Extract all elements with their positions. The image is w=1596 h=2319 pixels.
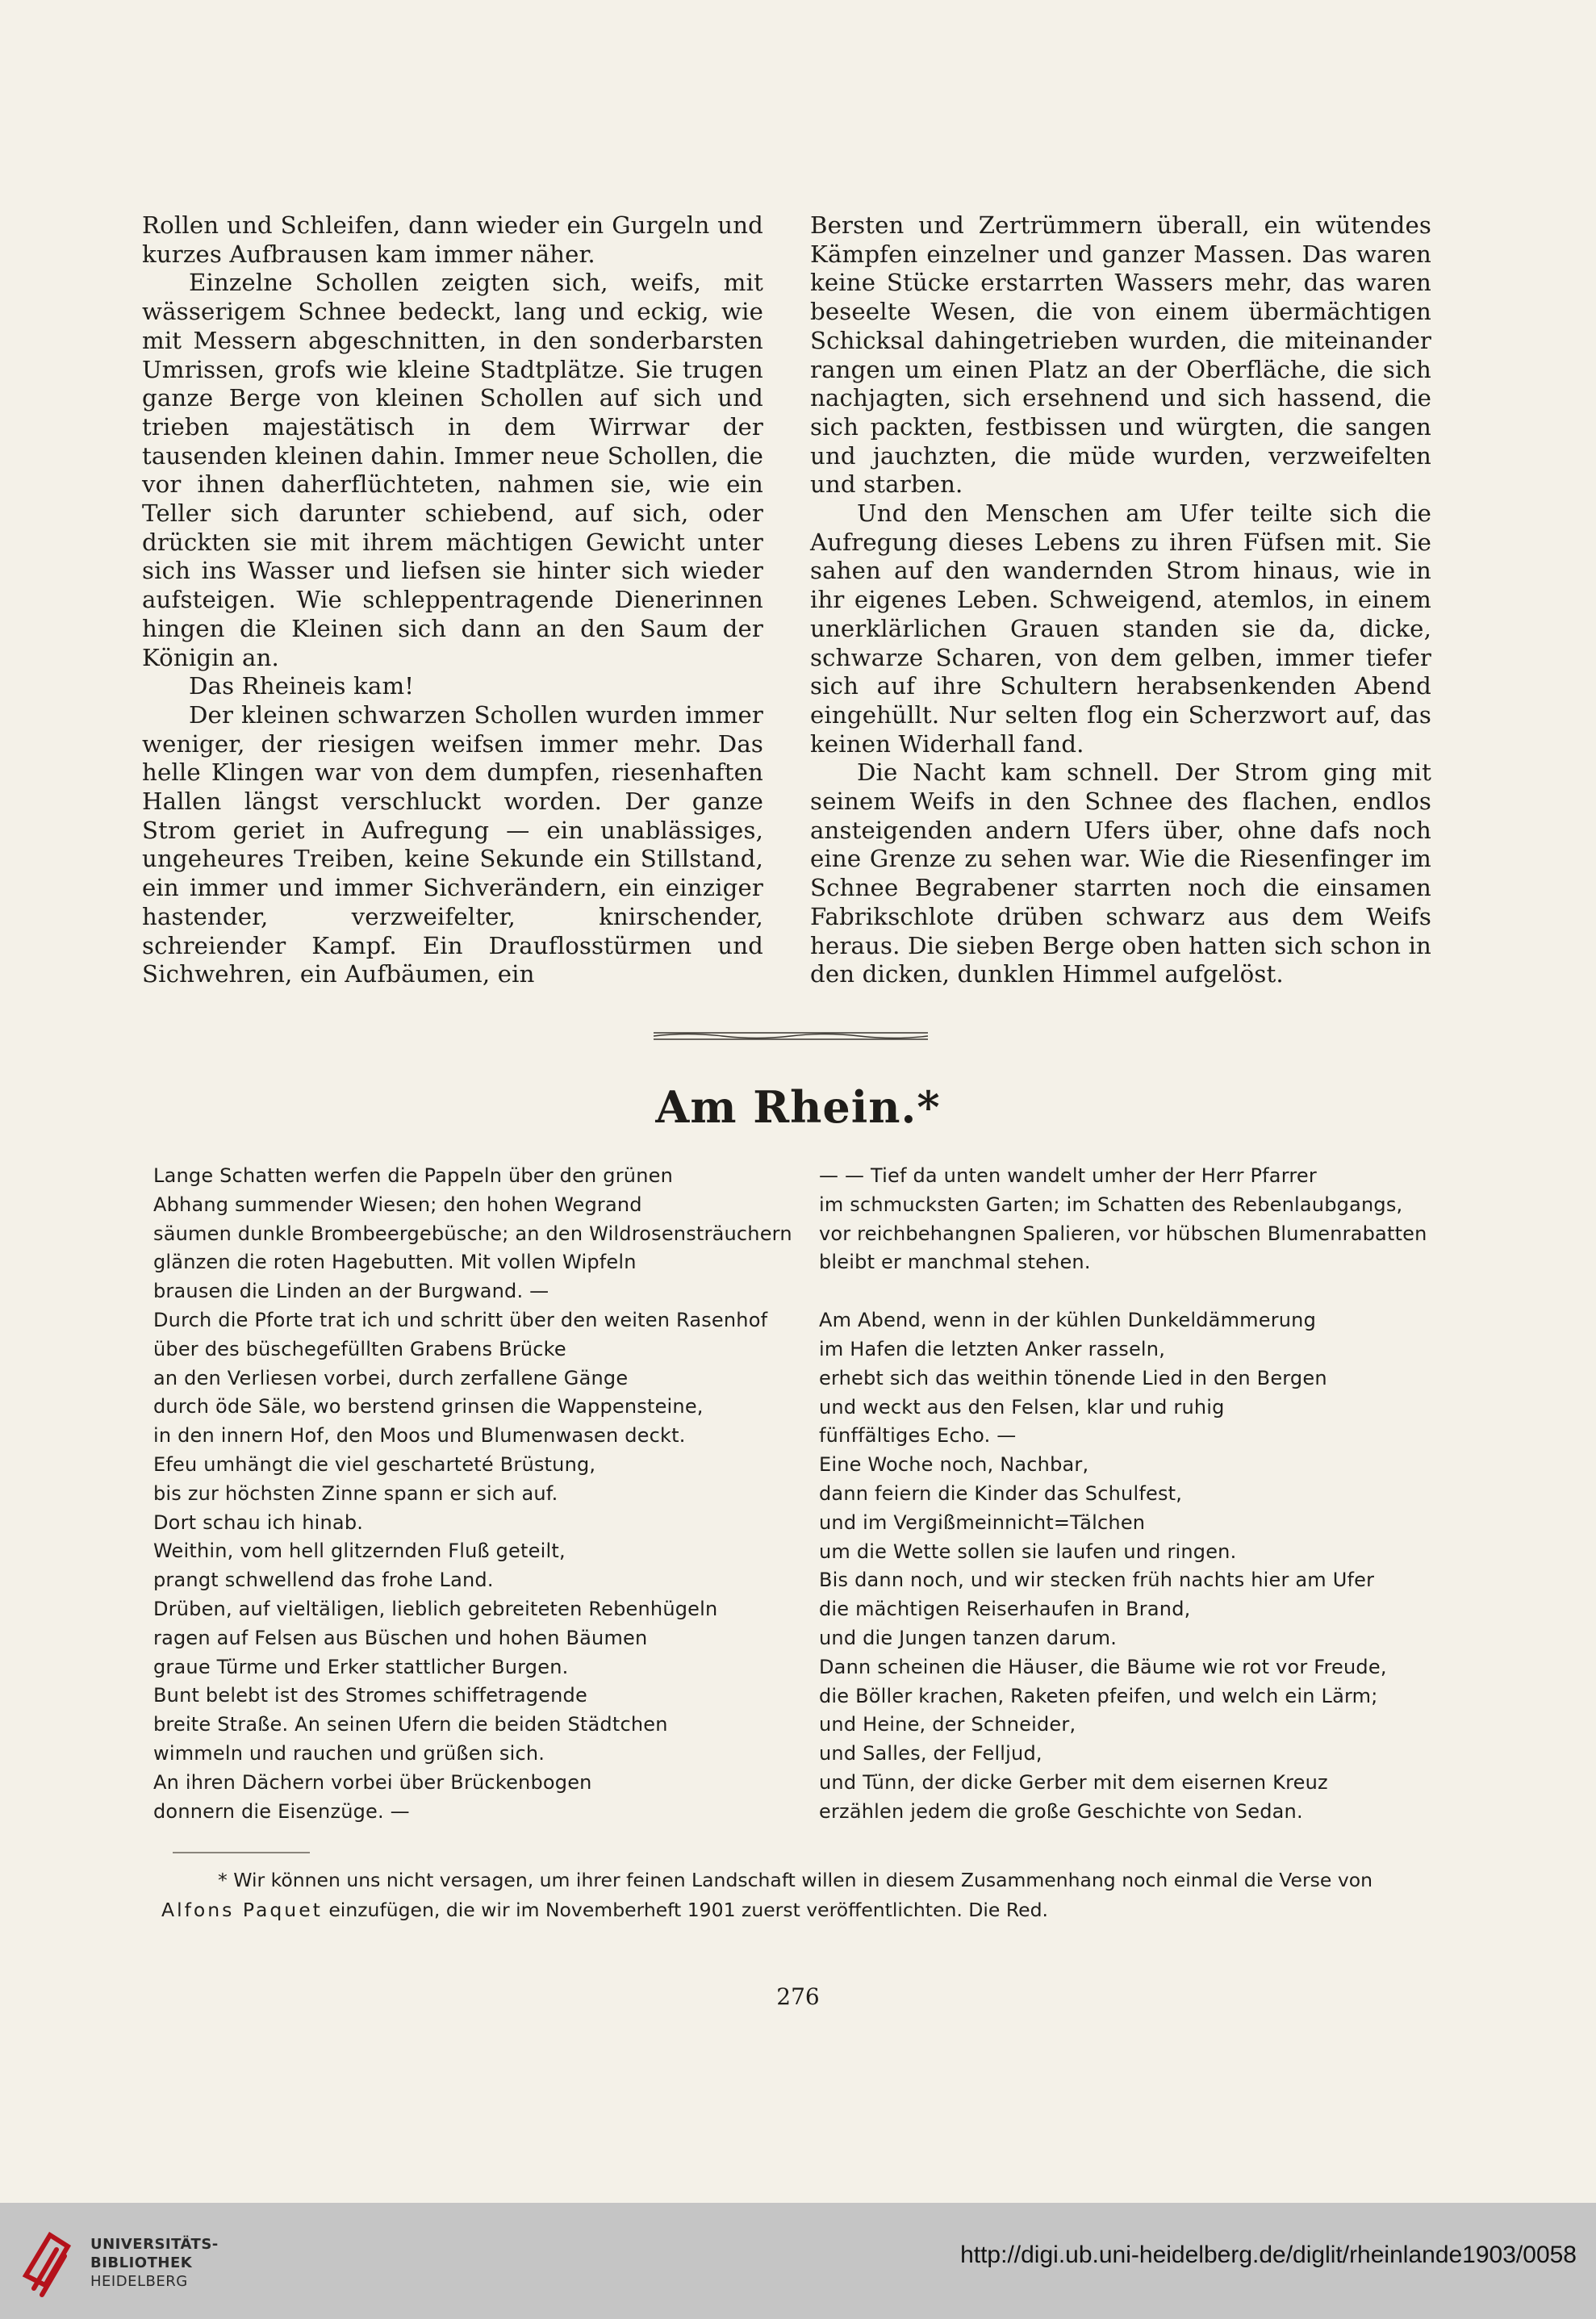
poem-stanza <box>819 1162 1448 1277</box>
poem-column-right <box>819 1162 1448 1856</box>
poem-line: säumen dunkle Brombeergebüsche; an den Wildrosensträuchern <box>153 1222 792 1245</box>
footnote-line <box>161 1895 1452 1925</box>
footnote-author: Alfons Paquet <box>161 1899 323 1921</box>
prose-paragraph: Die Nacht kam schnell. Der Strom ging mit seinem Weifs in den Schnee des flachen, endlos ansteigenden andern Ufers über, ohne dafs noch eine Grenze zu sehen war. Wie die Riesenfinger im Schnee Begrabener starrten noch die einsamen Fabrikschlote drüben schwarz aus dem Weifs heraus. Die sieben Berge oben hatten sich schon in den dicken, dunklen Himmel aufgelöst. <box>810 758 1431 988</box>
poem-line: und Heine, der Schneider, <box>819 1713 1076 1736</box>
poem-line: ragen auf Felsen aus Büschen und hohen Bäumen <box>153 1626 648 1649</box>
poem-line: breite Straße. An seinen Ufern die beiden Städtchen <box>153 1713 668 1736</box>
poem-line: an den Verliesen vorbei, durch zerfallene Gänge <box>153 1366 629 1389</box>
poem-column-left <box>153 1162 792 1826</box>
library-name-line: HEIDELBERG <box>90 2273 188 2290</box>
poem-line: vor reichbehangnen Spalieren, vor hübschen Blumenrabatten <box>819 1222 1427 1245</box>
page-number: 276 <box>776 1983 820 2010</box>
footnote-text: einzufügen, die wir im Novemberheft 1901 zuerst veröffentlichten. Die Red. <box>322 1899 1048 1921</box>
prose-paragraph: Das Rheineis kam! <box>189 672 415 700</box>
poem-line: donnern die Eisenzüge. — <box>153 1799 410 1823</box>
poem-line: bis zur höchsten Zinne spann er sich auf. <box>153 1481 558 1505</box>
poem-line: Abhang summender Wiesen; den hohen Wegrand <box>153 1193 642 1216</box>
poem-line: dann feiern die Kinder das Schulfest, <box>819 1481 1183 1505</box>
library-name-line: UNIVERSITÄTS- <box>90 2236 219 2253</box>
poem-line: und im Vergißmeinnicht=Tälchen <box>819 1510 1146 1534</box>
poem-line: Efeu umhängt die viel gescharteté Brüstung, <box>153 1452 596 1476</box>
library-name-line: BIBLIOTHEK <box>90 2254 193 2271</box>
poem-stanza <box>819 1306 1448 1826</box>
university-logo-icon[interactable] <box>18 2219 82 2300</box>
footnote-line: * Wir können uns nicht versagen, um ihrer feinen Landschaft willen in diesem Zusammenhang noch einmal die Verse von <box>218 1869 1373 1891</box>
poem-line: im Hafen die letzten Anker rasseln, <box>819 1337 1166 1360</box>
poem-line: fünffältiges Echo. — <box>819 1424 1017 1448</box>
poem-line: erhebt sich das weithin tönende Lied in den Bergen <box>819 1366 1327 1389</box>
section-divider <box>654 1029 928 1043</box>
poem-line: Lange Schatten werfen die Pappeln über den grünen <box>153 1164 673 1187</box>
poem-line: Bis dann noch, und wir stecken früh nachts hier am Ufer <box>819 1569 1375 1592</box>
poem-line: glänzen die roten Hagebutten. Mit vollen Wipfeln <box>153 1251 637 1274</box>
poem-line: und weckt aus den Felsen, klar und ruhig <box>819 1395 1225 1419</box>
poem-line: wimmeln und rauchen und grüßen sich. <box>153 1741 545 1765</box>
poem-line: die mächtigen Reiserhaufen in Brand, <box>819 1598 1191 1621</box>
poem-line: An ihren Dächern vorbei über Brückenbogen <box>153 1770 592 1794</box>
footnote <box>161 1866 1452 1925</box>
poem-line: durch öde Säle, wo berstend grinsen die Wappensteine, <box>153 1395 704 1419</box>
poem-line: prangt schwellend das frohe Land. <box>153 1569 494 1592</box>
poem-line: und Tünn, der dicke Gerber mit dem eisernen Kreuz <box>819 1770 1328 1794</box>
prose-paragraph: Einzelne Schollen zeigten sich, weifs, mit wässerigem Schnee bedeckt, lang und eckig, wie mit Messern abgeschnitten, in den sonderbarsten Umrissen, grofs wie kleine Stadtplätze. Sie trugen ganze Berge von kleinen Schollen auf sich und trieben majestätisch in dem Wirrwar der tausenden kleinen dahin. Immer neue Schollen, die vor ihnen daherflüchteten, nahmen sie, wie ein Teller sich darunter schiebend, auf sich, oder drückten sie mit ihrem mächtigen Gewicht unter sich ins Wasser und liefsen sie hinter sich wieder aufsteigen. Wie schleppentragende Dienerinnen hingen die Kleinen sich dann an den Saum der Königin an. <box>142 269 763 671</box>
prose-paragraph: Und den Menschen am Ufer teilte sich die Aufregung dieses Lebens zu ihren Füfsen mit. Sie sahen auf den wandernden Strom hinaus, wie in ihr eigenes Leben. Schweigend, atemlos, in einem unerklärlichen Grauen standen sie da, dicke, schwarze Scharen, von dem gelben, immer tiefer sich auf ihre Schultern herabsenkenden Abend eingehüllt. Nur selten flog ein Scherzwort auf, das keinen Widerhall fand. <box>810 499 1431 758</box>
poem-line: und Salles, der Felljud, <box>819 1742 1042 1765</box>
poem-line: Am Abend, wenn in der kühlen Dunkeldämmerung <box>819 1309 1317 1332</box>
poem-line: erzählen jedem die große Geschichte von Sedan. <box>819 1799 1303 1823</box>
poem-line: über des büschegefüllten Grabens Brücke <box>153 1337 566 1360</box>
poem-line: brausen die Linden an der Burgwand. — <box>153 1280 549 1303</box>
poem-line: Dort schau ich hinab. <box>153 1510 364 1534</box>
prose-paragraph: Bersten und Zertrümmern überall, ein wütendes Kämpfen einzelner und ganzer Massen. Das waren keine Stücke erstarrten Wassers mehr, das waren beseelte Wesen, die von einem übermächtigen Schicksal dahingetrieben wurden, die miteinander rangen um einen Platz an der Oberfläche, die sich nachjagten, sich ersehnend und sich hassend, die sich packten, festbissen und würgten, die sangen und jauchzten, die müde wurden, verzweifelten und starben. <box>810 211 1431 499</box>
prose-paragraph: Der kleinen schwarzen Schollen wurden immer weniger, der riesigen weifsen immer mehr. Das helle Klingen war von dem dumpfen, riesenhaften Hallen längst verschluckt worden. Der ganze Strom geriet in Aufregung — ein unablässiges, ungeheures Treiben, keine Sekunde ein Stillstand, ein immer und immer Sichverändern, ein einziger hastender, verzweifelter, knirschender, schreiender Kampf. Ein Drauflosstürmen und Sichwehren, ein Aufbäumen, ein <box>142 700 763 988</box>
poem-line: um die Wette sollen sie laufen und ringen. <box>819 1540 1237 1563</box>
footer-bar <box>0 2203 1596 2319</box>
poem-line: Weithin, vom hell glitzernden Fluß geteilt, <box>153 1540 566 1563</box>
prose-column-right <box>810 211 1431 989</box>
footnote-rule <box>173 1852 310 1853</box>
prose-column-left <box>142 211 763 989</box>
poem-title: Am Rhein.* <box>655 1081 941 1133</box>
poem-line: — — Tief da unten wandelt umher der Herr Pfarrer <box>819 1164 1317 1187</box>
poem-line: in den innern Hof, den Moos und Blumenwasen deckt. <box>153 1424 686 1448</box>
poem-line: und die Jungen tanzen darum. <box>819 1626 1118 1649</box>
poem-line: bleibt er manchmal stehen. <box>819 1251 1091 1274</box>
poem-line: die Böller krachen, Raketen pfeifen, und welch ein Lärm; <box>819 1684 1378 1707</box>
poem-line: Bunt belebt ist des Stromes schiffetragende <box>153 1684 587 1707</box>
source-url-link[interactable]: http://digi.ub.uni-heidelberg.de/diglit/rheinlande1903/0058 <box>960 2242 1577 2268</box>
poem-line: Durch die Pforte trat ich und schritt über den weiten Rasenhof <box>153 1308 768 1331</box>
poem-line: Drüben, auf vieltäligen, lieblich gebreiteten Rebenhügeln <box>153 1597 718 1620</box>
poem-line: im schmucksten Garten; im Schatten des Rebenlaubgangs, <box>819 1193 1403 1216</box>
poem-line: Eine Woche noch, Nachbar, <box>819 1453 1089 1477</box>
poem-line: Dann scheinen die Häuser, die Bäume wie rot vor Freude, <box>819 1655 1387 1678</box>
library-name[interactable] <box>90 2235 219 2291</box>
prose-paragraph: Rollen und Schleifen, dann wieder ein Gurgeln und kurzes Aufbrausen kam immer näher. <box>142 211 763 268</box>
poem-line: graue Türme und Erker stattlicher Burgen. <box>153 1655 569 1678</box>
